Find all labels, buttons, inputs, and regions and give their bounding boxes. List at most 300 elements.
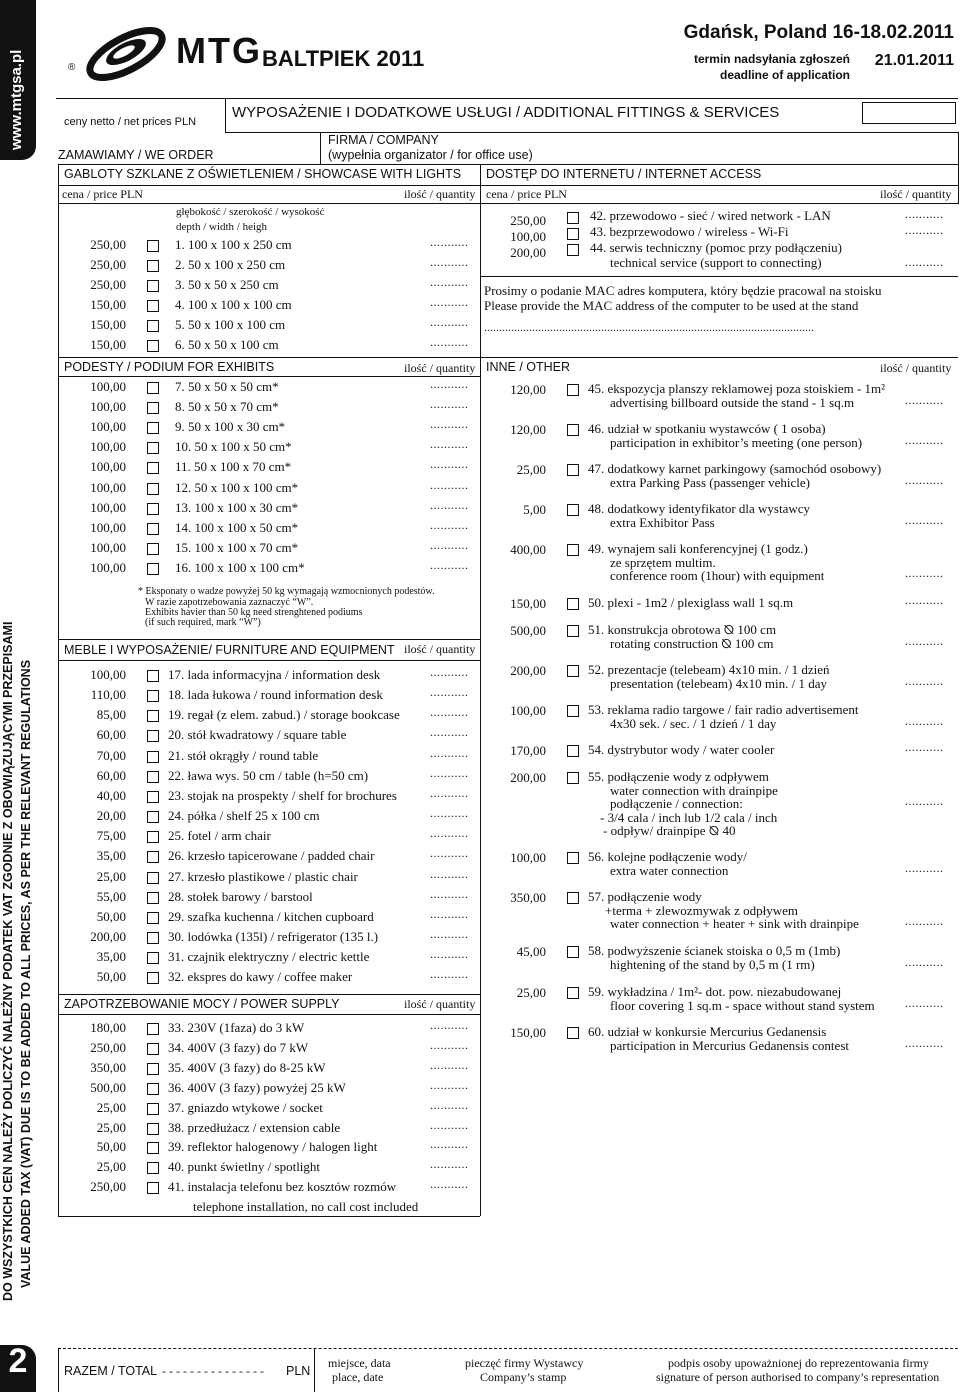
item-description-line: water connection with drainpipe <box>610 782 778 798</box>
item-description: 17. lada informacyjna / information desk <box>168 667 381 682</box>
site-url: www.mtgsa.pl <box>8 49 25 150</box>
quantity-field[interactable]: ........... <box>430 725 469 740</box>
sec-rule <box>58 639 480 640</box>
item-checkbox[interactable] <box>147 670 159 682</box>
item-checkbox[interactable] <box>147 1023 159 1035</box>
item-price: 20,00 <box>96 808 126 824</box>
total-currency: PLN <box>286 1364 311 1378</box>
item-description: 13. 100 x 100 x 30 cm* <box>175 499 299 515</box>
quantity-field[interactable]: ........... <box>430 1137 469 1152</box>
item-description: 54. dystrybutor wody / water cooler <box>588 742 775 757</box>
item-checkbox[interactable] <box>567 212 579 224</box>
item-price: 50,00 <box>96 969 126 985</box>
quantity-field[interactable]: ........... <box>430 497 469 512</box>
item-price: 250,00 <box>90 277 126 292</box>
item-checkbox[interactable] <box>147 1123 159 1135</box>
quantity-field[interactable]: ........... <box>905 392 944 407</box>
item-description-line: extra Exhibitor Pass <box>610 514 715 530</box>
qty-other: ilość / quantity <box>880 361 952 375</box>
mac-request-pl: Prosimy o podanie MAC adres komputera, który będzie pracowal na stoisku <box>484 283 882 298</box>
right-frame <box>958 164 959 204</box>
item-description: 30. lodówka (135l) / refrigerator (135 l.) <box>168 928 379 944</box>
main-title: WYPOSAŻENIE I DODATKOWE USŁUGI / ADDITIONAL FITTINGS & SERVICES <box>232 104 780 121</box>
item-price: 25,00 <box>96 1119 126 1135</box>
item-description: 42. przewodowo - sieć / wired network - LAN <box>590 208 831 223</box>
item-checkbox[interactable] <box>147 690 159 702</box>
item-checkbox[interactable] <box>147 280 159 292</box>
logo-text: MTG <box>176 30 262 71</box>
podium-note-3: Exhibits havier than 50 kg need strenghtened podiums <box>145 607 363 618</box>
item-description-line: ze sprzętem multim. <box>610 554 716 570</box>
quantity-field[interactable]: ........... <box>905 713 944 728</box>
net-prices-label: ceny netto / net prices PLN <box>64 116 197 128</box>
page-number: 2 <box>8 1342 28 1380</box>
quantity-field[interactable]: ........... <box>905 255 944 269</box>
item-checkbox[interactable] <box>147 751 159 763</box>
item-checkbox[interactable] <box>147 422 159 434</box>
quantity-field[interactable]: ........... <box>430 557 469 572</box>
qty-header-left: ilość / quantity <box>404 187 476 201</box>
item-checkbox[interactable] <box>147 543 159 555</box>
quantity-field[interactable]: ........... <box>430 785 469 800</box>
item-checkbox[interactable] <box>147 791 159 803</box>
item-description: 32. ekspres do kawy / coffee maker <box>168 969 353 985</box>
item-price: 100,00 <box>510 703 546 718</box>
item-description-line: extra Parking Pass (passenger vehicle) <box>610 474 810 490</box>
qty-header-right: ilość / quantity <box>880 187 952 201</box>
item-checkbox[interactable] <box>567 946 579 958</box>
item-checkbox[interactable] <box>147 1043 159 1055</box>
item-description-line: +terma + zlewozmywak z odpływem <box>605 902 798 918</box>
order-label: ZAMAWIAMY / WE ORDER <box>58 148 214 162</box>
quantity-field[interactable]: ........... <box>905 512 944 527</box>
item-price: 60,00 <box>96 727 126 743</box>
item-checkbox[interactable] <box>147 320 159 332</box>
quantity-field[interactable]: ........... <box>430 1077 469 1092</box>
item-description: 19. regał (z elem. zabud.) / storage bookcase <box>168 707 400 723</box>
item-description: 31. czajnik elektryczny / electric kettle <box>168 949 370 965</box>
item-price: 100,00 <box>90 667 126 682</box>
item-checkbox[interactable] <box>147 1063 159 1075</box>
item-checkbox[interactable] <box>147 771 159 783</box>
item-price: 200,00 <box>90 928 126 944</box>
item-checkbox[interactable] <box>567 772 579 784</box>
item-description: 58. podwyższenie ścianek stoiska o 0,5 m (1mb) <box>588 943 841 958</box>
item-checkbox[interactable] <box>147 300 159 312</box>
sec-rule <box>58 203 958 204</box>
item-description: 11. 50 x 100 x 70 cm* <box>175 459 292 475</box>
item-description: 28. stołek barowy / barstool <box>168 888 313 904</box>
item-checkbox[interactable] <box>567 705 579 717</box>
quantity-field[interactable]: ........... <box>430 517 469 532</box>
item-checkbox[interactable] <box>147 503 159 515</box>
stamp-en: Company’s stamp <box>480 1370 567 1384</box>
quantity-field[interactable]: ........... <box>905 995 944 1010</box>
item-price: 60,00 <box>96 767 126 783</box>
item-checkbox[interactable] <box>147 811 159 823</box>
item-description-en: technical service (support to connecting) <box>610 255 822 270</box>
place-date-en: place, date <box>332 1370 384 1384</box>
quantity-field[interactable]: ........... <box>430 1037 469 1052</box>
sec-rule <box>58 164 958 165</box>
item-price: 500,00 <box>90 1079 126 1095</box>
quantity-field[interactable]: ........... <box>430 275 469 289</box>
item-price: 250,00 <box>510 213 546 228</box>
item-price: 150,00 <box>510 1025 546 1040</box>
quantity-field[interactable]: ........... <box>430 685 469 700</box>
item-description-line: 4x30 sek. / sec. / 1 dzień / 1 day <box>610 715 777 731</box>
item-description: 27. krzesło plastikowe / plastic chair <box>168 868 358 884</box>
item-checkbox[interactable] <box>147 892 159 904</box>
item-checkbox[interactable] <box>147 1142 159 1154</box>
item-description-line: participation in Mercurius Gedanensis contest <box>610 1037 849 1053</box>
price-header-left: cena / price PLN <box>62 187 143 201</box>
item-price: 200,00 <box>510 770 546 785</box>
quantity-field[interactable]: ........... <box>430 1157 469 1172</box>
item-description: 3. 50 x 50 x 250 cm <box>175 277 279 292</box>
mac-address-field[interactable]: .............................................................................................................. <box>484 320 814 334</box>
company-divider <box>320 132 321 164</box>
vat-note-pl: DO WSZYSTKICH CEN NALEŻY DOLICZYĆ NALEŻNY PODATEK VAT ZGODNIE Z OBOWIĄZUJĄCYMI PRZEPISAMI <box>1 622 15 1302</box>
item-checkbox[interactable] <box>147 260 159 272</box>
item-checkbox[interactable] <box>147 240 159 252</box>
total-field[interactable]: - - - - - - - - - - - - - - - <box>162 1364 264 1378</box>
quantity-field[interactable]: ........... <box>430 295 469 309</box>
item-checkbox[interactable] <box>567 504 579 516</box>
item-price: 150,00 <box>510 596 546 611</box>
quantity-field[interactable]: ........... <box>430 846 469 861</box>
item-price: 50,00 <box>96 1139 126 1155</box>
item-checkbox[interactable] <box>147 730 159 742</box>
section-furniture: MEBLE I WYPOSAŻENIE/ FURNITURE AND EQUIPMENT <box>64 643 395 657</box>
quantity-field[interactable]: ........... <box>905 472 944 487</box>
item-checkbox[interactable] <box>147 1162 159 1174</box>
item-description: 56. kolejne podłączenie wody/ <box>588 849 747 864</box>
item-description: 12. 50 x 100 x 100 cm* <box>175 479 299 495</box>
item-price: 40,00 <box>96 787 126 803</box>
section-internet: DOSTĘP DO INTERNETU / INTERNET ACCESS <box>486 167 762 181</box>
item-checkbox[interactable] <box>567 544 579 556</box>
item-checkbox[interactable] <box>147 1103 159 1115</box>
quantity-field[interactable]: ........... <box>430 926 469 941</box>
item-description: 14. 100 x 100 x 50 cm* <box>175 519 299 535</box>
item-description: 23. stojak na prospekty / shelf for brochures <box>168 787 397 803</box>
item-price: 25,00 <box>96 1099 126 1115</box>
item-price: 35,00 <box>96 848 126 864</box>
sec-rule <box>480 276 958 277</box>
footer-left-frame <box>58 1348 59 1392</box>
item-checkbox[interactable] <box>147 402 159 414</box>
item-checkbox[interactable] <box>147 952 159 964</box>
sec-rule <box>58 185 958 186</box>
item-description: 21. stół okrągły / round table <box>168 747 319 763</box>
podium-note-4: (if such required, mark “W”) <box>145 617 261 628</box>
company-field-end <box>958 132 959 164</box>
deadline-label-pl: termin nadsyłania zgłoszeń <box>693 52 850 66</box>
item-description: 2. 50 x 100 x 250 cm <box>175 257 286 272</box>
item-description: 40. punkt świetlny / spotlight <box>168 1159 321 1175</box>
item-price: 100,00 <box>90 519 126 535</box>
item-description-line: floor covering 1 sq.m - space without stand system <box>610 997 875 1013</box>
quantity-field[interactable]: ........... <box>430 826 469 841</box>
item-description: 1. 100 x 100 x 250 cm <box>175 237 292 252</box>
quantity-field[interactable]: ........... <box>905 566 944 580</box>
item-description: 48. dodatkowy identyfikator dla wystawcy <box>588 501 811 516</box>
item-description-line: - 3/4 cala / inch lub 1/2 cala / inch <box>600 809 778 825</box>
dims-label-pl: głębokość / szerokość / wysokość <box>176 206 325 218</box>
footer-rule <box>58 1348 958 1349</box>
item-description-line: water connection + heater + sink with drainpipe <box>610 916 859 931</box>
quantity-field[interactable]: ........... <box>905 633 944 648</box>
item-description: 55. podłączenie wody z odpływem <box>588 769 769 784</box>
quantity-field[interactable]: ........... <box>430 745 469 760</box>
quantity-field[interactable]: ........... <box>905 1035 944 1050</box>
quantity-field[interactable]: ........... <box>905 860 944 875</box>
item-checkbox[interactable] <box>147 831 159 843</box>
item-description: 49. wynajem sali konferencyjnej (1 godz.) <box>588 541 808 556</box>
signature-en: signature of person authorised to company’s representation <box>656 1370 940 1384</box>
item-description: 5. 50 x 100 x 100 cm <box>175 317 286 332</box>
item-description: 7. 50 x 50 x 50 cm* <box>175 379 279 394</box>
item-description: 36. 400V (3 fazy) powyżej 25 kW <box>168 1079 346 1095</box>
item-checkbox[interactable] <box>567 1027 579 1039</box>
item-price: 45,00 <box>516 944 546 959</box>
item-checkbox[interactable] <box>567 384 579 396</box>
signature-pl: podpis osoby upoważnionej do reprezentowania firmy <box>668 1356 929 1370</box>
item-price: 35,00 <box>96 949 126 965</box>
dims-label-en: depth / width / heigh <box>176 221 268 233</box>
item-checkbox[interactable] <box>567 598 579 610</box>
quantity-field[interactable]: ........... <box>430 335 469 349</box>
quantity-field[interactable]: ........... <box>905 914 944 928</box>
quantity-field[interactable]: ........... <box>905 432 944 447</box>
quantity-field[interactable]: ........... <box>430 866 469 881</box>
sec-rule <box>58 660 480 661</box>
item-description: 35. 400V (3 fazy) do 8-25 kW <box>168 1059 326 1075</box>
sec-rule <box>58 1014 480 1015</box>
item-description: 59. wykładzina / 1m²- dot. pow. niezabudowanej <box>588 984 842 999</box>
item-price: 400,00 <box>510 542 546 557</box>
quantity-field[interactable]: ........... <box>430 1018 469 1032</box>
quantity-field[interactable]: ........... <box>430 537 469 552</box>
price-header-right: cena / price PLN <box>486 187 567 201</box>
item-price: 180,00 <box>90 1020 126 1035</box>
item-checkbox[interactable] <box>567 852 579 864</box>
quantity-field[interactable]: ........... <box>430 1177 469 1192</box>
quantity-field[interactable]: ........... <box>430 806 469 821</box>
item-price: 250,00 <box>90 1179 126 1195</box>
item-description: 46. udział w spotkaniu wystawców ( 1 osoba) <box>588 421 826 436</box>
item-checkbox[interactable] <box>147 462 159 474</box>
quantity-field[interactable]: ........... <box>430 457 469 472</box>
quantity-field[interactable]: ........... <box>430 947 469 962</box>
quantity-field[interactable]: ........... <box>430 1117 469 1132</box>
item-description-line: participation in exhibitor’s meeting (one person) <box>610 434 863 450</box>
qty-podium: ilość / quantity <box>404 361 476 375</box>
item-description: 45. ekspozycja planszy reklamowej poza stoiskiem - 1m² <box>588 381 886 396</box>
item-description: 9. 50 x 100 x 30 cm* <box>175 419 286 435</box>
item-checkbox[interactable] <box>567 244 579 256</box>
podium-note-1: * Eksponaty o wadze powyżej 50 kg wymagają wzmocnionych podestów. <box>138 586 435 597</box>
item-description: 18. lada łukowa / round information desk <box>168 687 383 703</box>
quantity-field[interactable]: ........... <box>430 235 469 249</box>
item-checkbox[interactable] <box>147 523 159 535</box>
section-other: INNE / OTHER <box>486 360 571 374</box>
item-price: 25,00 <box>96 868 126 884</box>
section-showcase: GABLOTY SZKLANE Z OŚWIETLENIEM / SHOWCASE WITH LIGHTS <box>64 167 462 181</box>
item-price: 150,00 <box>90 317 126 332</box>
item-description: 52. prezentacje (telebeam) 4x10 min. / 1 dzień <box>588 662 830 677</box>
quantity-field[interactable]: ........... <box>430 377 469 391</box>
item-checkbox[interactable] <box>147 851 159 863</box>
item-checkbox[interactable] <box>147 932 159 944</box>
item-price: 250,00 <box>90 237 126 252</box>
item-checkbox[interactable] <box>147 1182 159 1194</box>
item-price: 100,00 <box>510 229 546 244</box>
item-price: 200,00 <box>510 663 546 678</box>
item-description: 20. stół kwadratowy / square table <box>168 727 347 743</box>
item-price: 75,00 <box>96 828 126 844</box>
item-checkbox[interactable] <box>567 424 579 436</box>
item-price: 100,00 <box>90 479 126 495</box>
mac-request-en: Please provide the MAC address of the computer to be used at the stand <box>484 298 859 313</box>
sec-rule <box>58 357 958 358</box>
qty-power: ilość / quantity <box>404 997 476 1011</box>
item-checkbox[interactable] <box>147 382 159 394</box>
item-price: 100,00 <box>90 419 126 435</box>
quantity-field[interactable]: ........... <box>430 417 469 432</box>
item-description-line: advertising billboard outside the stand - 1 sq.m <box>610 394 855 410</box>
qty-furniture: ilość / quantity <box>404 642 476 656</box>
item-price: 250,00 <box>90 1039 126 1055</box>
quantity-field[interactable]: ........... <box>905 954 944 969</box>
podium-note-2: W razie zapotrzebowania zaznaczyć “W”. <box>145 597 314 608</box>
item-description: 47. dodatkowy karnet parkingowy (samochód osobowy) <box>588 461 882 476</box>
quantity-field[interactable]: ........... <box>905 223 944 237</box>
office-use-box <box>862 102 956 124</box>
quantity-field[interactable]: ........... <box>430 437 469 452</box>
quantity-field[interactable]: ........... <box>430 705 469 720</box>
item-checkbox[interactable] <box>147 912 159 924</box>
item-price: 170,00 <box>510 743 546 758</box>
item-price: 120,00 <box>510 382 546 397</box>
item-checkbox[interactable] <box>147 340 159 352</box>
item-checkbox[interactable] <box>567 987 579 999</box>
item-description: 29. szafka kuchenna / kitchen cupboard <box>168 908 374 924</box>
item-price: 150,00 <box>90 297 126 312</box>
item-checkbox[interactable] <box>147 483 159 495</box>
item-description: 43. bezprzewodowo / wireless - Wi-Fi <box>590 224 789 239</box>
item-description: 41. instalacja telefonu bez kosztów rozmów <box>168 1179 397 1195</box>
quantity-field[interactable]: ........... <box>430 255 469 269</box>
item-checkbox[interactable] <box>147 972 159 984</box>
item-checkbox[interactable] <box>147 442 159 454</box>
quantity-field[interactable]: ........... <box>430 397 469 412</box>
item-description: 24. półka / shelf 25 x 100 cm <box>168 808 320 824</box>
item-checkbox[interactable] <box>147 1083 159 1095</box>
item-description: 8. 50 x 50 x 70 cm* <box>175 399 279 415</box>
item-description: 51. konstrukcja obrotowa ⦰ 100 cm <box>588 622 777 637</box>
item-price: 120,00 <box>510 422 546 437</box>
item-checkbox[interactable] <box>567 892 579 904</box>
quantity-field[interactable]: ........... <box>905 207 944 221</box>
item-checkbox[interactable] <box>567 745 579 757</box>
item-checkbox[interactable] <box>147 710 159 722</box>
section-podium: PODESTY / PODIUM FOR EXHIBITS <box>64 360 275 374</box>
column-divider <box>480 164 481 1216</box>
quantity-field[interactable]: ........... <box>430 1097 469 1112</box>
company-label: FIRMA / COMPANY <box>328 133 439 147</box>
quantity-field[interactable]: ........... <box>430 906 469 921</box>
quantity-field[interactable]: ........... <box>905 673 944 688</box>
item-description: 33. 230V (1faza) do 3 kW <box>168 1020 305 1035</box>
item-price: 85,00 <box>96 707 126 723</box>
table-bottom-rule <box>58 1216 480 1217</box>
item-price: 350,00 <box>90 1059 126 1075</box>
footer-divider <box>314 1348 315 1392</box>
item-checkbox[interactable] <box>567 464 579 476</box>
item-checkbox[interactable] <box>567 665 579 677</box>
item-description: 4. 100 x 100 x 100 cm <box>175 297 292 312</box>
item-description: 37. gniazdo wtykowe / socket <box>168 1099 323 1115</box>
item-price: 100,00 <box>510 850 546 865</box>
quantity-field[interactable]: ........... <box>430 665 469 679</box>
item-description: 15. 100 x 100 x 70 cm* <box>175 539 299 555</box>
item-price: 100,00 <box>90 559 126 575</box>
item-price: 25,00 <box>96 1159 126 1175</box>
item-price: 50,00 <box>96 908 126 924</box>
item-price: 100,00 <box>90 439 126 455</box>
quantity-field[interactable]: ........... <box>430 315 469 329</box>
item-price: 350,00 <box>510 890 546 905</box>
quantity-field[interactable]: ........... <box>905 593 944 607</box>
item-price: 100,00 <box>90 539 126 555</box>
quantity-field[interactable]: ........... <box>430 967 469 982</box>
title-divider <box>225 98 226 132</box>
quantity-field[interactable]: ........... <box>905 740 944 754</box>
event-title: BALTPIEK 2011 <box>262 46 425 71</box>
item-description: 6. 50 x 50 x 100 cm <box>175 337 279 352</box>
company-note: (wypełnia organizator / for office use) <box>328 148 533 162</box>
item-checkbox[interactable] <box>147 872 159 884</box>
item-price: 100,00 <box>90 499 126 515</box>
stamp-pl: pieczęć firmy Wystawcy <box>465 1356 584 1370</box>
deadline-label-en: deadline of application <box>719 68 850 82</box>
item-price: 70,00 <box>96 747 126 763</box>
section-power: ZAPOTRZEBOWANIE MOCY / POWER SUPPLY <box>64 997 340 1011</box>
logo-registered: ® <box>68 62 76 73</box>
item-description: 22. ława wys. 50 cm / table (h=50 cm) <box>168 767 369 783</box>
event-location: Gdańsk, Poland 16-18.02.2011 <box>683 22 954 43</box>
item-price: 5,00 <box>523 502 546 517</box>
item-checkbox[interactable] <box>567 625 579 637</box>
item-description: 10. 50 x 100 x 50 cm* <box>175 439 292 455</box>
item-description: 25. fotel / arm chair <box>168 828 271 844</box>
quantity-field[interactable]: ........... <box>430 886 469 901</box>
item-price: 150,00 <box>90 337 126 352</box>
item-price: 25,00 <box>516 985 546 1000</box>
quantity-field[interactable]: ........... <box>430 1057 469 1072</box>
item-price: 100,00 <box>90 379 126 394</box>
item-checkbox[interactable] <box>567 228 579 240</box>
quantity-field[interactable]: ........... <box>430 765 469 780</box>
item-description: 53. reklama radio targowe / fair radio advertisement <box>588 702 859 717</box>
item-description: 57. podłączenie wody <box>588 889 702 904</box>
item-price: 250,00 <box>90 257 126 272</box>
quantity-field[interactable]: ........... <box>430 477 469 492</box>
item-checkbox[interactable] <box>147 563 159 575</box>
quantity-field[interactable]: ........... <box>905 794 944 808</box>
